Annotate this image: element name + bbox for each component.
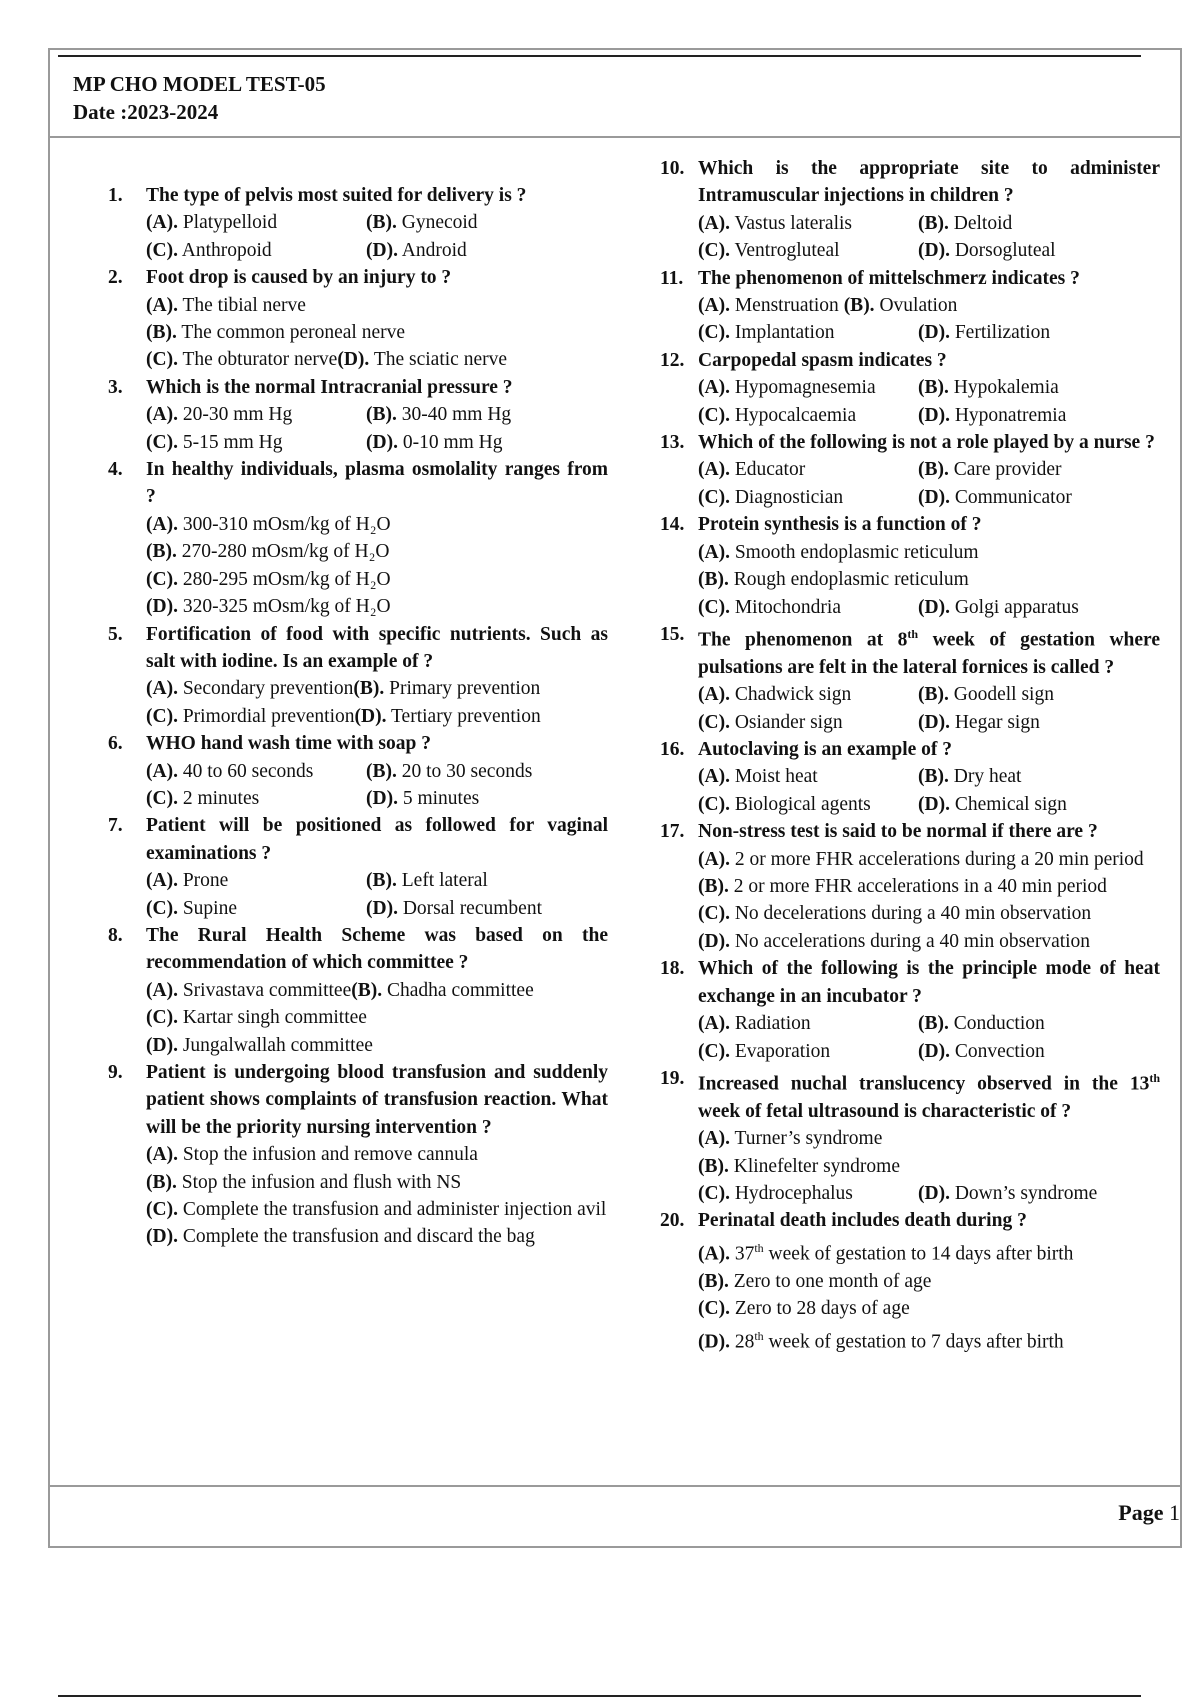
question-number: 15. <box>660 623 685 645</box>
option-b: Hypokalemia <box>953 377 1059 399</box>
option-d: Android <box>401 239 467 261</box>
question-number: 16. <box>660 739 685 761</box>
option-b: The common peroneal nerve <box>181 322 406 344</box>
option-c: 5-15 mm Hg <box>182 431 283 453</box>
header <box>73 70 326 126</box>
question-9: 9. Patient is undergoing blood transfusion and suddenly patient shows complaints of transfusion reaction. What will be the priority nursing intervention ? (A). Stop the infusion and remove cannula (B). Stop the infusion and flush with NS (C). Complete the transfusion and administer injection avil (D). Complete the transfusion and discard the bag <box>108 1059 608 1251</box>
option-d: Tertiary prevention <box>391 705 541 727</box>
option-b: Primary prevention <box>389 678 541 700</box>
question-2: 2. Foot drop is caused by an injury to ? (A). The tibial nerve (B). The common peroneal nerve (C). The obturator nerve(D). The sciatic nerve <box>108 264 608 374</box>
question-8: 8. The Rural Health Scheme was based on the recommendation of which committee ? (A). Srivastava committee(B). Chadha committee (C). Kartar singh committee (D). Jungalwallah committee <box>108 922 608 1059</box>
question-number: 19. <box>660 1067 685 1089</box>
option-d: Jungalwallah committee <box>182 1034 373 1056</box>
option-a: Stop the infusion and remove cannula <box>182 1144 478 1166</box>
question-number: 12. <box>660 349 685 371</box>
option-b: 2 or more FHR accelerations in a 40 min period <box>733 876 1107 898</box>
option-a: Turner’s syndrome <box>734 1128 883 1150</box>
right-column <box>660 155 1160 1355</box>
option-b: Klinefelter syndrome <box>733 1155 900 1177</box>
question-text: Autoclaving is an example of ? <box>698 739 953 761</box>
question-number: 11. <box>660 267 684 289</box>
option-b: Care provider <box>953 459 1062 481</box>
option-c: Supine <box>182 897 237 919</box>
option-b: Stop the infusion and flush with NS <box>181 1171 462 1193</box>
option-d: Dorsal recumbent <box>402 897 542 919</box>
option-d: Dorsogluteal <box>954 240 1056 262</box>
option-d: 0-10 mm Hg <box>402 431 503 453</box>
question-text: The type of pelvis most suited for delivery is ? <box>146 185 527 206</box>
question-number: 6. <box>108 733 123 755</box>
option-a: Menstruation <box>734 295 839 317</box>
option-a: Hypomagnesemia <box>734 377 876 399</box>
question-4: 4. In healthy individuals, plasma osmolality ranges from ? (A). 300-310 mOsm/kg of H₂O (B). 270-280 mOsm/kg of H₂O (C). 280-295 mOsm/kg of H₂O (D). 320-325 mOsm/kg of H₂O <box>108 456 608 620</box>
test-date: Date :2023-2024 <box>73 100 219 124</box>
question-number: 2. <box>108 267 123 289</box>
question-12: 12. Carpopedal spasm indicates ? (A). Hypomagnesemia (B). Hypokalemia (C). Hypocalcaemia (D). Hyponatremia <box>660 347 1160 429</box>
option-d: Hegar sign <box>954 711 1040 733</box>
question-number: 7. <box>108 815 123 837</box>
option-d: Golgi apparatus <box>954 596 1079 618</box>
option-c: Primordial prevention <box>182 705 355 727</box>
option-d: Fertilization <box>954 322 1051 344</box>
question-20: 20. Perinatal death includes death during ? (A). 37th week of gestation to 14 days after birth (B). Zero to one month of age (C). Zero to 28 days of age (D). 28th week of gestation to 7 days after birth <box>660 1207 1160 1355</box>
option-c: Kartar singh committee <box>182 1007 367 1029</box>
question-10: 10. Which is the appropriate site to administer Intramuscular injections in children ? (A). Vastus lateralis (B). Deltoid (C). Ventrogluteal (D). Dorsogluteal <box>660 155 1160 265</box>
question-number: 3. <box>108 376 123 398</box>
question-11: 11. The phenomenon of mittelschmerz indicates ? (A). Menstruation (B). Ovulation (C). Implantation (D). Fertilization <box>660 265 1160 347</box>
option-a: 300-310 mOsm/kg of H₂O <box>182 513 391 535</box>
question-number: 17. <box>660 821 685 843</box>
question-number: 14. <box>660 514 685 536</box>
question-13: 13. Which of the following is not a role played by a nurse ? (A). Educator (B). Care provider (C). Diagnostician (D). Communicator <box>660 429 1160 511</box>
question-number: 8. <box>108 924 123 946</box>
option-c: Mitochondria <box>734 596 841 618</box>
question-text: Foot drop is caused by an injury to ? <box>146 267 452 289</box>
bottom-rule <box>58 1695 1141 1697</box>
question-text: Which of the following is the principle mode of heat exchange in an incubator ? <box>698 958 1160 1007</box>
option-d: Communicator <box>954 486 1072 508</box>
option-b: 20 to 30 seconds <box>401 760 533 782</box>
footer-divider <box>50 1485 1180 1487</box>
option-c: The obturator nerve <box>182 349 338 371</box>
question-number: 10. <box>660 158 685 179</box>
option-a: Platypelloid <box>182 212 278 234</box>
question-15: 15. The phenomenon at 8th week of gestation where pulsations are felt in the lateral fornices is called ? (A). Chadwick sign (B). Goodell sign (C). Osiander sign (D). Hegar sign <box>660 621 1160 736</box>
option-a: Secondary prevention <box>182 678 354 700</box>
option-c: Evaporation <box>734 1040 831 1062</box>
option-a: Vastus lateralis <box>734 212 852 234</box>
header-divider <box>50 136 1180 138</box>
top-rule <box>58 55 1141 57</box>
option-b: Conduction <box>953 1013 1045 1035</box>
question-1: 1. The type of pelvis most suited for delivery is ? (A). Platypelloid (B). Gynecoid (C). Anthropoid (D). Android <box>108 182 608 264</box>
question-number: 5. <box>108 623 123 645</box>
question-text: Perinatal death includes death during ? <box>698 1210 1027 1232</box>
option-b: Goodell sign <box>953 684 1054 706</box>
option-a: 40 to 60 seconds <box>182 760 314 782</box>
question-text: In healthy individuals, plasma osmolality ranges from ? <box>146 459 608 508</box>
option-c: Diagnostician <box>734 486 844 508</box>
option-d: Convection <box>954 1040 1045 1062</box>
option-b: 30-40 mm Hg <box>401 404 512 426</box>
question-text: Protein synthesis is a function of ? <box>698 514 982 536</box>
option-c: Osiander sign <box>734 711 843 733</box>
option-a: Smooth endoplasmic reticulum <box>734 541 979 563</box>
option-c: No decelerations during a 40 min observation <box>734 903 1092 925</box>
question-number: 20. <box>660 1210 685 1232</box>
question-number: 9. <box>108 1062 123 1083</box>
option-d: No accelerations during a 40 min observation <box>734 930 1091 952</box>
option-d: Chemical sign <box>954 793 1067 815</box>
question-text: Fortification of food with specific nutrients. Such as salt with iodine. Is an example of ? <box>146 623 608 672</box>
option-a: Radiation <box>734 1013 811 1035</box>
option-a: The tibial nerve <box>182 294 306 316</box>
option-a: Prone <box>182 870 229 892</box>
option-a: Educator <box>734 459 806 481</box>
question-text: Patient is undergoing blood transfusion and suddenly patient shows complaints of transfusion reaction. What will be the priority nursing intervention ? <box>146 1062 608 1138</box>
question-6: 6. WHO hand wash time with soap ? (A). 40 to 60 seconds (B). 20 to 30 seconds (C). 2 minutes (D). 5 minutes <box>108 730 608 812</box>
option-a: Srivastava committee <box>182 979 352 1001</box>
question-3: 3. Which is the normal Intracranial pressure ? (A). 20-30 mm Hg (B). 30-40 mm Hg (C). 5-15 mm Hg (D). 0-10 mm Hg <box>108 374 608 456</box>
left-column <box>108 182 608 1251</box>
option-b: Zero to one month of age <box>733 1270 932 1292</box>
page-label: Page <box>1118 1500 1164 1525</box>
option-a: 2 or more FHR accelerations during a 20 min period <box>734 848 1144 870</box>
option-d: Hyponatremia <box>954 404 1067 426</box>
question-18: 18. Which of the following is the principle mode of heat exchange in an incubator ? (A). Radiation (B). Conduction (C). Evaporation (D). Convection <box>660 955 1160 1065</box>
question-7: 7. Patient will be positioned as followed for vaginal examinations ? (A). Prone (B). Left lateral (C). Supine (D). Dorsal recumbent <box>108 812 608 922</box>
question-text: The phenomenon of mittelschmerz indicates ? <box>698 267 1080 289</box>
option-d: The sciatic nerve <box>373 349 508 371</box>
option-c: Ventrogluteal <box>734 240 840 262</box>
option-b: Chadha committee <box>387 979 534 1001</box>
question-number: 4. <box>108 459 123 481</box>
option-c: Hypocalcaemia <box>734 404 857 426</box>
question-text: The phenomenon at 8th week of gestation where pulsations are felt in the lateral fornices is called ? <box>698 626 1161 678</box>
option-c: 2 minutes <box>182 787 260 809</box>
question-text: Which is the appropriate site to administer Intramuscular injections in children ? <box>698 158 1160 207</box>
question-text: Which of the following is not a role played by a nurse ? <box>698 432 1155 454</box>
option-c: Complete the transfusion and administer injection avil <box>182 1199 607 1221</box>
question-number: 1. <box>108 185 123 206</box>
option-b: Deltoid <box>953 212 1013 234</box>
option-b: Ovulation <box>879 295 958 317</box>
option-c: 280-295 mOsm/kg of H₂O <box>182 568 391 590</box>
question-14: 14. Protein synthesis is a function of ? (A). Smooth endoplasmic reticulum (B). Rough endoplasmic reticulum (C). Mitochondria (D). Golgi apparatus <box>660 511 1160 621</box>
question-text: Increased nuchal translucency observed in the 13th week of fetal ultrasound is characteristic of ? <box>698 1070 1160 1122</box>
test-title: MP CHO MODEL TEST-05 <box>73 72 326 96</box>
question-19: 19. Increased nuchal translucency observed in the 13th week of fetal ultrasound is characteristic of ? (A). Turner’s syndrome (B). Klinefelter syndrome (C). Hydrocephalus (D). Down’s syndrome <box>660 1065 1160 1208</box>
question-text: Carpopedal spasm indicates ? <box>698 349 947 371</box>
option-d: Down’s syndrome <box>954 1183 1098 1205</box>
question-number: 18. <box>660 958 685 980</box>
question-number: 13. <box>660 432 685 454</box>
question-text: Patient will be positioned as followed for vaginal examinations ? <box>146 815 608 864</box>
option-b: Left lateral <box>401 870 488 892</box>
option-a: (A). 37th week of gestation to 14 days after birth <box>698 1240 1074 1265</box>
question-text: WHO hand wash time with soap ? <box>146 733 431 755</box>
option-c: Implantation <box>734 322 835 344</box>
option-a: 20-30 mm Hg <box>182 404 293 426</box>
page-number: 1 <box>1169 1500 1180 1525</box>
option-c: Zero to 28 days of age <box>734 1298 910 1320</box>
question-text: The Rural Health Scheme was based on the recommendation of which committee ? <box>146 924 608 974</box>
option-d: 320-325 mOsm/kg of H₂O <box>182 596 391 618</box>
question-5: 5. Fortification of food with specific nutrients. Such as salt with iodine. Is an example of ? (A). Secondary prevention(B). Primary prevention (C). Primordial prevention(D). Tertiary prevention <box>108 621 608 731</box>
option-b: 270-280 mOsm/kg of H₂O <box>181 541 390 563</box>
question-16: 16. Autoclaving is an example of ? (A). Moist heat (B). Dry heat (C). Biological agents (D). Chemical sign <box>660 736 1160 818</box>
option-c: Hydrocephalus <box>734 1183 853 1205</box>
option-d: 5 minutes <box>402 787 480 809</box>
question-text: Which is the normal Intracranial pressure ? <box>146 376 513 398</box>
option-d: (D). 28th week of gestation to 7 days after birth <box>698 1328 1064 1353</box>
option-c: Anthropoid <box>181 239 272 261</box>
option-a: Moist heat <box>734 766 818 788</box>
option-a: Chadwick sign <box>734 684 852 706</box>
option-b: Dry heat <box>953 766 1022 788</box>
question-17: 17. Non-stress test is said to be normal if there are ? (A). 2 or more FHR accelerations during a 20 min period (B). 2 or more FHR accelerations in a 40 min period (C). No decelerations during a 40 min observation (D). No accelerations during a 40 min observation <box>660 818 1160 955</box>
option-b: Rough endoplasmic reticulum <box>733 569 969 591</box>
option-d: Complete the transfusion and discard the bag <box>182 1226 535 1248</box>
page-footer <box>1118 1500 1180 1526</box>
option-b: Gynecoid <box>401 212 478 234</box>
question-text: Non-stress test is said to be normal if there are ? <box>698 821 1098 843</box>
option-c: Biological agents <box>734 793 871 815</box>
